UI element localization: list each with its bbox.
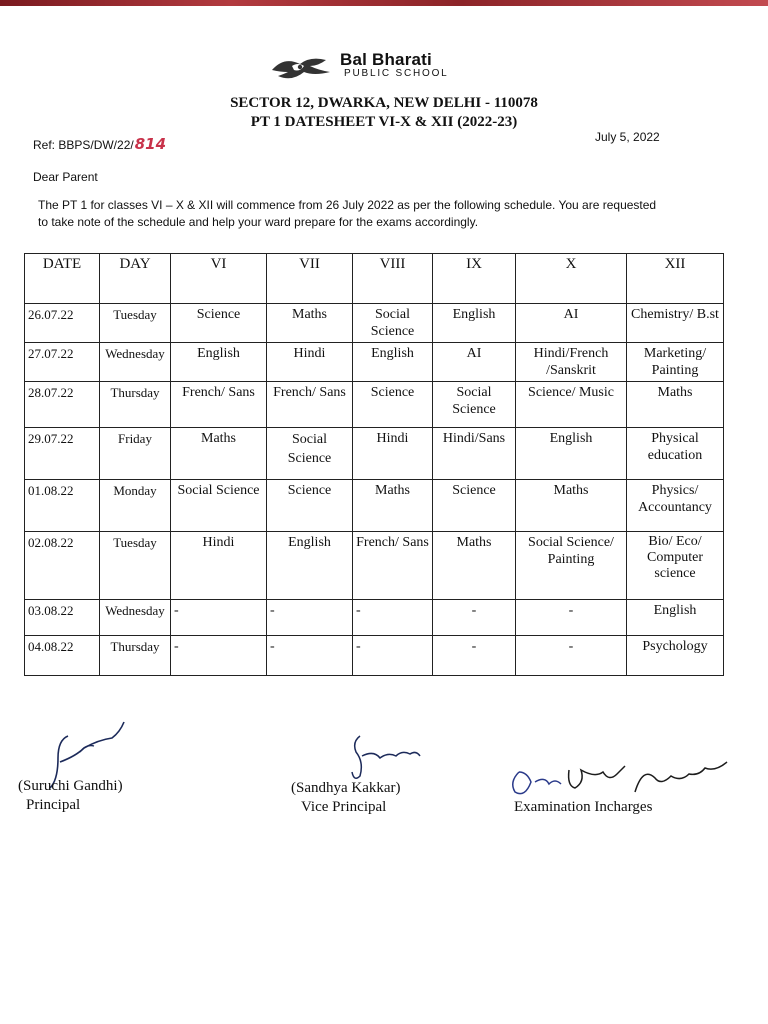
cell-day: Tuesday <box>100 304 171 343</box>
table-row <box>25 343 724 382</box>
header-class-viii: VIII <box>353 254 433 304</box>
cell-vi: Social Science <box>171 480 267 532</box>
header-class-ix: IX <box>433 254 516 304</box>
cell-xii: Chemistry/ B.st <box>627 304 724 343</box>
school-subtitle: PUBLIC SCHOOL <box>344 68 449 79</box>
cell-vi: French/ Sans <box>171 382 267 428</box>
cell-vi: Maths <box>171 428 267 480</box>
cell-vi: - <box>171 636 267 676</box>
header-date: DATE <box>25 254 100 304</box>
cell-viii: Science <box>353 382 433 428</box>
cell-xii: Psychology <box>627 636 724 676</box>
top-color-band <box>0 0 768 6</box>
cell-viii: French/ Sans <box>353 532 433 600</box>
cell-ix: Maths <box>433 532 516 600</box>
cell-xii: Physics/ Accountancy <box>627 480 724 532</box>
cell-vii: Hindi <box>267 343 353 382</box>
school-address: SECTOR 12, DWARKA, NEW DELHI - 110078 <box>230 95 538 111</box>
eagle-logo-icon <box>270 52 336 84</box>
cell-vi: English <box>171 343 267 382</box>
cell-ix: - <box>433 600 516 636</box>
header-class-vi: VI <box>171 254 267 304</box>
cell-ix: English <box>433 304 516 343</box>
datesheet-table <box>24 253 724 676</box>
cell-vii: - <box>267 636 353 676</box>
cell-ix: - <box>433 636 516 676</box>
cell-vii: - <box>267 600 353 636</box>
cell-x: Maths <box>516 480 627 532</box>
vice-principal-role: Vice Principal <box>301 799 387 815</box>
cell-x: - <box>516 600 627 636</box>
cell-day: Monday <box>100 480 171 532</box>
header-class-vii: VII <box>267 254 353 304</box>
cell-viii: Maths <box>353 480 433 532</box>
intro-paragraph: The PT 1 for classes VI – X & XII will commence from 26 July 2022 as per the following schedule. You are requested to take note of the schedule and help your ward prepare for the exams accordingly. <box>38 198 657 229</box>
cell-ix: AI <box>433 343 516 382</box>
cell-day: Wednesday <box>100 343 171 382</box>
cell-ix: Science <box>433 480 516 532</box>
cell-xii: Physical education <box>627 428 724 480</box>
table-row <box>25 428 724 480</box>
ref-prefix: Ref: BBPS/DW/22/ <box>33 138 134 152</box>
letter-date: July 5, 2022 <box>595 130 660 144</box>
school-logo <box>270 50 470 86</box>
datesheet-title: PT 1 DATESHEET VI-X & XII (2022-23) <box>250 114 518 130</box>
cell-viii: - <box>353 600 433 636</box>
cell-vii: French/ Sans <box>267 382 353 428</box>
table-header-row <box>25 254 724 304</box>
header-class-xii: XII <box>627 254 724 304</box>
cell-vii: English <box>267 532 353 600</box>
cell-xii: English <box>627 600 724 636</box>
cell-day: Thursday <box>100 382 171 428</box>
cell-viii: - <box>353 636 433 676</box>
cell-date: 29.07.22 <box>25 428 100 480</box>
cell-x: English <box>516 428 627 480</box>
cell-vi: - <box>171 600 267 636</box>
cell-ix: Social Science <box>433 382 516 428</box>
cell-vii: Science <box>267 480 353 532</box>
vice-principal-name: (Sandhya Kakkar) <box>291 780 401 796</box>
cell-x: - <box>516 636 627 676</box>
table-row <box>25 532 724 600</box>
salutation: Dear Parent <box>33 170 98 184</box>
table-row <box>25 636 724 676</box>
reference-number <box>33 135 166 153</box>
cell-vi: Hindi <box>171 532 267 600</box>
ref-handwritten-number: 814 <box>134 135 167 153</box>
exam-incharges-role: Examination Incharges <box>514 799 653 815</box>
cell-x: Social Science/ Painting <box>516 532 627 600</box>
cell-date: 01.08.22 <box>25 480 100 532</box>
cell-x: Science/ Music <box>516 382 627 428</box>
principal-role: Principal <box>26 797 81 813</box>
cell-date: 28.07.22 <box>25 382 100 428</box>
cell-viii: Hindi <box>353 428 433 480</box>
cell-viii: Social Science <box>353 304 433 343</box>
cell-vii: Social Science <box>267 428 353 480</box>
cell-xii: Bio/ Eco/ Computer science <box>627 532 724 600</box>
cell-day: Tuesday <box>100 532 171 600</box>
table-row <box>25 382 724 428</box>
cell-viii: English <box>353 343 433 382</box>
cell-xii: Maths <box>627 382 724 428</box>
table-row <box>25 304 724 343</box>
cell-ix: Hindi/Sans <box>433 428 516 480</box>
cell-vi: Science <box>171 304 267 343</box>
cell-day: Friday <box>100 428 171 480</box>
cell-x: AI <box>516 304 627 343</box>
header-day: DAY <box>100 254 171 304</box>
header-class-x: X <box>516 254 627 304</box>
cell-day: Wednesday <box>100 600 171 636</box>
cell-x: Hindi/French /Sanskrit <box>516 343 627 382</box>
table-row <box>25 480 724 532</box>
cell-date: 03.08.22 <box>25 600 100 636</box>
principal-name: (Suruchi Gandhi) <box>18 778 123 794</box>
school-name: Bal Bharati <box>340 50 432 69</box>
cell-date: 27.07.22 <box>25 343 100 382</box>
cell-day: Thursday <box>100 636 171 676</box>
cell-xii: Marketing/ Painting <box>627 343 724 382</box>
cell-date: 04.08.22 <box>25 636 100 676</box>
table-row <box>25 600 724 636</box>
cell-date: 02.08.22 <box>25 532 100 600</box>
cell-vii: Maths <box>267 304 353 343</box>
cell-date: 26.07.22 <box>25 304 100 343</box>
